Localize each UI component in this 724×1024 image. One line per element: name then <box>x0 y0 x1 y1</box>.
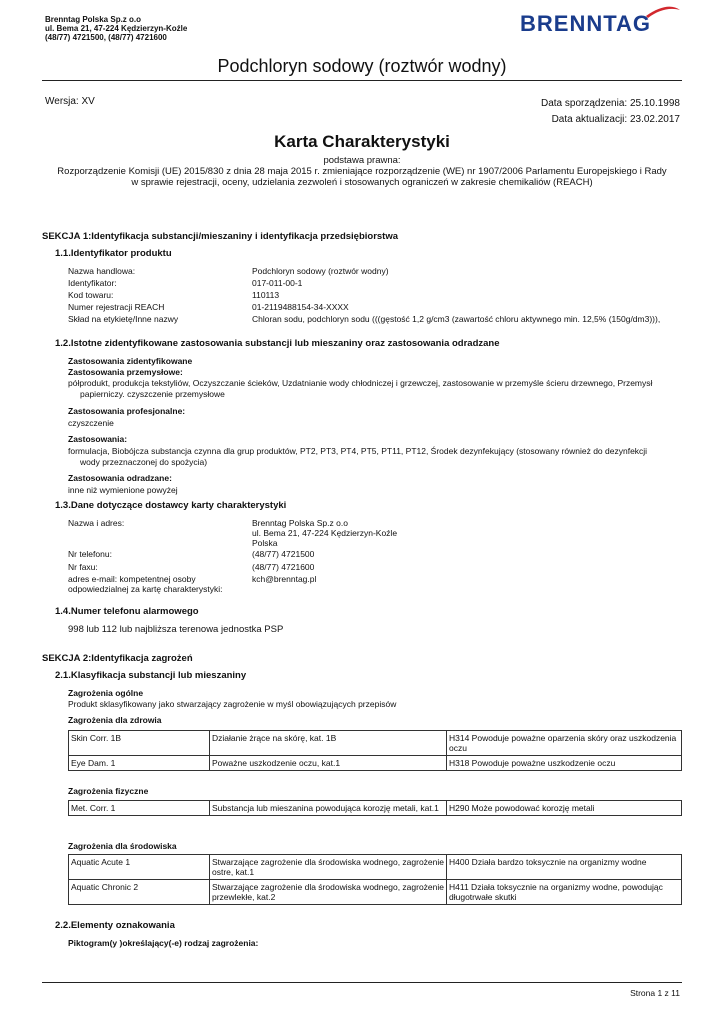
date-updated: Data aktualizacji: 23.02.2017 <box>551 114 680 125</box>
table-row <box>69 880 682 905</box>
uses-industrial-line1: półprodukt, produkcja tekstyliów, Oczyszczanie ścieków, Uzdatnianie wody chłodniczej i grzewczej, zastosowanie w przemyśle ścieru drzewnego, Przemysł <box>68 378 653 388</box>
hazard-category: Stwarzające zagrożenie dla środowiska wodnego, zagrożenie ostre, kat.1 <box>210 855 447 880</box>
doc-title: Karta Charakterystyki <box>274 132 450 151</box>
uses-advised-against-label: Zastosowania odradzane: <box>68 473 172 483</box>
uses-industrial-label: Zastosowania przemysłowe: <box>68 367 183 377</box>
product-row-label: Nazwa handlowa: <box>68 266 136 276</box>
physical-hazards-table <box>68 800 682 816</box>
uses-professional-label: Zastosowania profesjonalne: <box>68 406 186 416</box>
company-name: Brenntag Polska Sp.z o.o <box>45 15 142 24</box>
legal-basis <box>40 155 684 188</box>
supplier-country: Polska <box>252 538 278 548</box>
legal-basis-line1: Rozporządzenie Komisji (UE) 2015/830 z dnia 28 maja 2015 r. zmieniające rozporządzenie (WE) nr 1907/2006 Parlamentu Europejskiego i Rady <box>57 166 667 177</box>
health-hazards-table <box>68 730 682 771</box>
supplier-name: Brenntag Polska Sp.z o.o <box>252 518 348 528</box>
pictogram-label: Piktogram(y )określający(-e) rodzaj zagrożenia: <box>68 938 259 948</box>
hazard-category: Substancja lub mieszanina powodująca korozję metali, kat.1 <box>210 801 447 816</box>
hazard-category: Działanie żrące na skórę, kat. 1B <box>210 731 447 756</box>
date-created: Data sporządzenia: 25.10.1998 <box>541 98 680 109</box>
product-row-value: Chloran sodu, podchloryn sodu (((gęstość 1,2 g/cm3 (zawartość chloru aktywnego min. 12,5% (150g/dm3))), <box>252 314 661 324</box>
email-label-line2: odpowiedzialnej za kartę charakterystyki: <box>68 584 223 594</box>
footer-divider <box>42 982 682 983</box>
s12-title: 1.2.Istotne zidentyfikowane zastosowania substancji lub mieszaniny oraz zastosowania odradzane <box>55 338 500 349</box>
email-label-line1: adres e-mail: kompetentnej osoby <box>68 574 196 584</box>
hazard-class: Aquatic Chronic 2 <box>69 880 210 905</box>
hazard-statement: H318 Powoduje poważne uszkodzenie oczu <box>447 756 682 771</box>
product-row-value: 01-2119488154-34-XXXX <box>252 302 349 312</box>
hazard-class: Met. Corr. 1 <box>69 801 210 816</box>
phone-label: Nr telefonu: <box>68 549 112 559</box>
hazard-statement: H314 Powoduje poważne oparzenia skóry oraz uszkodzenia oczu <box>447 731 682 756</box>
logo-swoosh-icon <box>646 7 680 18</box>
fax-value: (48/77) 4721600 <box>252 562 315 572</box>
general-hazards-label: Zagrożenia ogólne <box>68 688 144 698</box>
hazard-category: Stwarzające zagrożenie dla środowiska wodnego, zagrożenie przewlekłe, kat.2 <box>210 880 447 905</box>
product-row-label: Skład na etykietę/Inne nazwy <box>68 314 179 324</box>
uses-line2: wody przeznaczonej do spożycia) <box>80 457 208 467</box>
s22-title: 2.2.Elementy oznakowania <box>55 920 175 931</box>
uses-industrial-line2: papierniczy. czyszczenie przemysłowe <box>80 389 225 399</box>
legal-basis-line2: w sprawie rejestracji, oceny, udzielania zezwoleń i stosowanych ograniczeń w zakresie chemikaliów (REACH) <box>131 177 593 188</box>
product-row-label: Identyfikator: <box>68 278 117 288</box>
physical-hazards-label: Zagrożenia fizyczne <box>68 786 149 796</box>
uses-advised-against-value: inne niż wymienione powyżej <box>68 485 178 495</box>
document-product-title: Podchloryn sodowy (roztwór wodny) <box>217 56 507 76</box>
table-row <box>69 855 682 880</box>
s14-title: 1.4.Numer telefonu alarmowego <box>55 606 199 617</box>
company-address: ul. Bema 21, 47-224 Kędzierzyn-Koźle <box>45 24 188 33</box>
hazard-statement: H400 Działa bardzo toksycznie na organizmy wodne <box>447 855 682 880</box>
table-row <box>69 731 682 756</box>
product-row-label: Kod towaru: <box>68 290 114 300</box>
supplier-name-label: Nazwa i adres: <box>68 518 125 528</box>
company-phones: (48/77) 4721500, (48/77) 4721600 <box>45 33 167 42</box>
product-row-value: 017-011-00-1 <box>252 278 303 288</box>
table-row <box>69 756 682 771</box>
phone-value: (48/77) 4721500 <box>252 549 315 559</box>
s21-title: 2.1.Klasyfikacja substancji lub mieszaniny <box>55 670 247 681</box>
dates <box>541 96 680 128</box>
env-hazards-label: Zagrożenia dla środowiska <box>68 841 177 851</box>
uses-line1: formulacja, Biobójcza substancja czynna dla grup produktów, PT2, PT3, PT4, PT5, PT11, PT12, Środek dezynfekujący (stosowany również do dezynfekcji <box>68 446 648 456</box>
company-info <box>45 15 187 42</box>
s11-title: 1.1.Identyfikator produktu <box>55 248 172 259</box>
product-row-label: Numer rejestracji REACH <box>68 302 165 312</box>
table-row <box>69 801 682 816</box>
hazard-class: Aquatic Acute 1 <box>69 855 210 880</box>
section2-title: SEKCJA 2:Identyfikacja zagrożeń <box>42 653 193 664</box>
hazard-class: Skin Corr. 1B <box>69 731 210 756</box>
product-row-value: Podchloryn sodowy (roztwór wodny) <box>252 266 389 276</box>
product-row-value: 110113 <box>252 290 280 300</box>
hazard-category: Poważne uszkodzenie oczu, kat.1 <box>210 756 447 771</box>
general-hazards-value: Produkt sklasyfikowany jako stwarzający zagrożenie w myśl obowiązujących przepisów <box>68 699 397 709</box>
uses-identified-label: Zastosowania zidentyfikowane <box>68 356 193 366</box>
s13-title: 1.3.Dane dotyczące dostawcy karty charakterystyki <box>55 500 287 511</box>
hazard-statement: H411 Działa toksycznie na organizmy wodne, powodując długotrwałe skutki <box>447 880 682 905</box>
page-number: Strona 1 z 11 <box>630 988 680 998</box>
emergency-number: 998 lub 112 lub najbliższa terenowa jednostka PSP <box>68 624 284 635</box>
version: Wersja: XV <box>45 96 95 107</box>
env-hazards-table <box>68 854 682 905</box>
hazard-class: Eye Dam. 1 <box>69 756 210 771</box>
supplier-address: ul. Bema 21, 47-224 Kędzierzyn-Koźle <box>252 528 398 538</box>
health-hazards-label: Zagrożenia dla zdrowia <box>68 715 162 725</box>
brenntag-logo <box>520 6 680 38</box>
hazard-statement: H290 Może powodować korozję metali <box>447 801 682 816</box>
header-divider <box>42 80 682 81</box>
email-value: kch@brenntag.pl <box>252 574 317 584</box>
uses-label: Zastosowania: <box>68 434 128 444</box>
uses-professional-value: czyszczenie <box>68 418 114 428</box>
logo-text: BRENNTAG <box>520 11 652 36</box>
section1-title: SEKCJA 1:Identyfikacja substancji/mieszaniny i identyfikacja przedsiębiorstwa <box>42 231 399 242</box>
fax-label: Nr faxu: <box>68 562 98 572</box>
legal-basis-label: podstawa prawna: <box>323 155 401 166</box>
